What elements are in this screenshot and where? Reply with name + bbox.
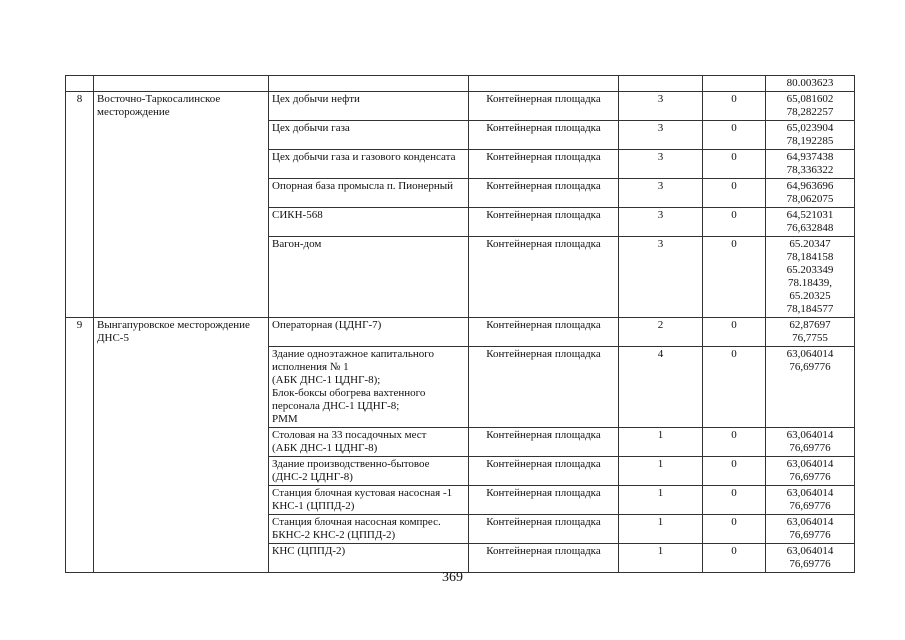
zero-cell: 0 <box>703 150 766 179</box>
coordinate-value: 76,69776 <box>789 361 831 373</box>
coordinates-cell <box>766 544 855 573</box>
count-cell: 3 <box>619 92 703 121</box>
coordinates-cell <box>766 92 855 121</box>
coordinate-value: 63,064014 <box>786 348 834 360</box>
zero-cell: 0 <box>703 92 766 121</box>
field-cell: Восточно-Таркосалинское месторождение <box>94 92 269 318</box>
count-cell: 4 <box>619 347 703 428</box>
zero-cell: 0 <box>703 457 766 486</box>
count-cell: 1 <box>619 515 703 544</box>
zero-cell <box>703 76 766 92</box>
coordinate-value: 76,69776 <box>789 529 831 541</box>
coordinates-cell <box>766 179 855 208</box>
field-cell: Вынгапуровское месторождение ДНС-5 <box>94 318 269 573</box>
number-cell <box>66 76 94 92</box>
zero-cell: 0 <box>703 515 766 544</box>
site-cell: Контейнерная площадка <box>469 318 619 347</box>
count-cell <box>619 76 703 92</box>
coordinate-value: 64,963696 <box>786 180 834 192</box>
field-cell <box>94 76 269 92</box>
table-row <box>66 92 855 121</box>
page-number: 369 <box>442 570 463 585</box>
coordinate-value: 65,023904 <box>786 122 834 134</box>
table-row-continuation <box>66 76 855 92</box>
coordinate-value: 64,937438 <box>786 151 834 163</box>
site-cell: Контейнерная площадка <box>469 428 619 457</box>
object-cell: Здание одноэтажное капитального исполнения № 1 (АБК ДНС-1 ЦДНГ-8); Блок-боксы обогрева вахтенного персонала ДНС-1 ЦДНГ-8; РММ <box>269 347 469 428</box>
object-cell: Операторная (ЦДНГ-7) <box>269 318 469 347</box>
site-cell: Контейнерная площадка <box>469 515 619 544</box>
coordinate-value: 78.18439, <box>788 277 832 289</box>
coordinate-value: 80.003623 <box>786 77 834 89</box>
site-cell: Контейнерная площадка <box>469 544 619 573</box>
site-cell: Контейнерная площадка <box>469 486 619 515</box>
object-cell: Цех добычи газа <box>269 121 469 150</box>
coordinate-value: 63,064014 <box>786 487 834 499</box>
object-cell: Вагон-дом <box>269 237 469 318</box>
count-cell: 3 <box>619 208 703 237</box>
coordinate-value: 76,632848 <box>786 222 834 234</box>
object-cell: Станция блочная насосная компрес. БКНС-2 КНС-2 (ЦППД-2) <box>269 515 469 544</box>
coordinate-value: 78,062075 <box>786 193 834 205</box>
count-cell: 1 <box>619 428 703 457</box>
coordinates-cell <box>766 457 855 486</box>
count-cell: 1 <box>619 457 703 486</box>
coordinate-value: 78,184158 <box>786 251 834 263</box>
object-cell: Цех добычи нефти <box>269 92 469 121</box>
zero-cell: 0 <box>703 237 766 318</box>
coordinate-value: 63,064014 <box>786 516 834 528</box>
site-cell: Контейнерная площадка <box>469 179 619 208</box>
coordinate-value: 76,7755 <box>792 332 828 344</box>
count-cell: 1 <box>619 544 703 573</box>
coordinate-value: 76,69776 <box>789 500 831 512</box>
coordinate-value: 63,064014 <box>786 429 834 441</box>
coordinate-value: 63,064014 <box>786 545 834 557</box>
coordinate-value: 78,192285 <box>786 135 834 147</box>
coordinates-cell <box>766 486 855 515</box>
site-cell: Контейнерная площадка <box>469 237 619 318</box>
object-cell: КНС (ЦППД-2) <box>269 544 469 573</box>
count-cell: 3 <box>619 150 703 179</box>
coordinate-value: 65.20325 <box>789 290 831 302</box>
coordinates-cell <box>766 208 855 237</box>
site-cell: Контейнерная площадка <box>469 457 619 486</box>
zero-cell: 0 <box>703 428 766 457</box>
coordinate-value: 76,69776 <box>789 558 831 570</box>
number-cell: 9 <box>66 318 94 573</box>
object-cell: Цех добычи газа и газового конденсата <box>269 150 469 179</box>
coordinate-value: 76,69776 <box>789 471 831 483</box>
coordinate-value: 65.20347 <box>789 238 831 250</box>
coordinates-cell <box>766 237 855 318</box>
count-cell: 2 <box>619 318 703 347</box>
coordinates-cell <box>766 347 855 428</box>
object-cell: Здание производственно-бытовое (ДНС-2 ЦДНГ-8) <box>269 457 469 486</box>
coordinates-cell <box>766 150 855 179</box>
zero-cell: 0 <box>703 486 766 515</box>
objects-table <box>65 75 855 573</box>
coordinates-cell <box>766 76 855 92</box>
site-cell: Контейнерная площадка <box>469 121 619 150</box>
zero-cell: 0 <box>703 318 766 347</box>
coordinate-value: 65,081602 <box>786 93 834 105</box>
coordinate-value: 78,282257 <box>786 106 834 118</box>
coordinates-cell <box>766 318 855 347</box>
coordinates-cell <box>766 121 855 150</box>
coordinate-value: 78,336322 <box>786 164 834 176</box>
coordinate-value: 65.203349 <box>786 264 834 276</box>
number-cell: 8 <box>66 92 94 318</box>
object-cell: СИКН-568 <box>269 208 469 237</box>
zero-cell: 0 <box>703 179 766 208</box>
zero-cell: 0 <box>703 347 766 428</box>
coordinate-value: 78,184577 <box>786 303 834 315</box>
table-row <box>66 318 855 347</box>
site-cell: Контейнерная площадка <box>469 150 619 179</box>
coordinates-cell <box>766 428 855 457</box>
object-cell: Опорная база промысла п. Пионерный <box>269 179 469 208</box>
table-body <box>66 76 855 573</box>
count-cell: 3 <box>619 121 703 150</box>
site-cell: Контейнерная площадка <box>469 208 619 237</box>
site-cell: Контейнерная площадка <box>469 92 619 121</box>
coordinate-value: 62,87697 <box>789 319 831 331</box>
site-cell: Контейнерная площадка <box>469 347 619 428</box>
object-cell: Столовая на 33 посадочных мест (АБК ДНС-1 ЦДНГ-8) <box>269 428 469 457</box>
object-cell <box>269 76 469 92</box>
count-cell: 3 <box>619 179 703 208</box>
count-cell: 3 <box>619 237 703 318</box>
site-cell <box>469 76 619 92</box>
zero-cell: 0 <box>703 544 766 573</box>
coordinate-value: 76,69776 <box>789 442 831 454</box>
zero-cell: 0 <box>703 121 766 150</box>
coordinates-cell <box>766 515 855 544</box>
zero-cell: 0 <box>703 208 766 237</box>
object-cell: Станция блочная кустовая насосная -1 КНС-1 (ЦППД-2) <box>269 486 469 515</box>
count-cell: 1 <box>619 486 703 515</box>
coordinate-value: 64,521031 <box>786 209 834 221</box>
coordinate-value: 63,064014 <box>786 458 834 470</box>
